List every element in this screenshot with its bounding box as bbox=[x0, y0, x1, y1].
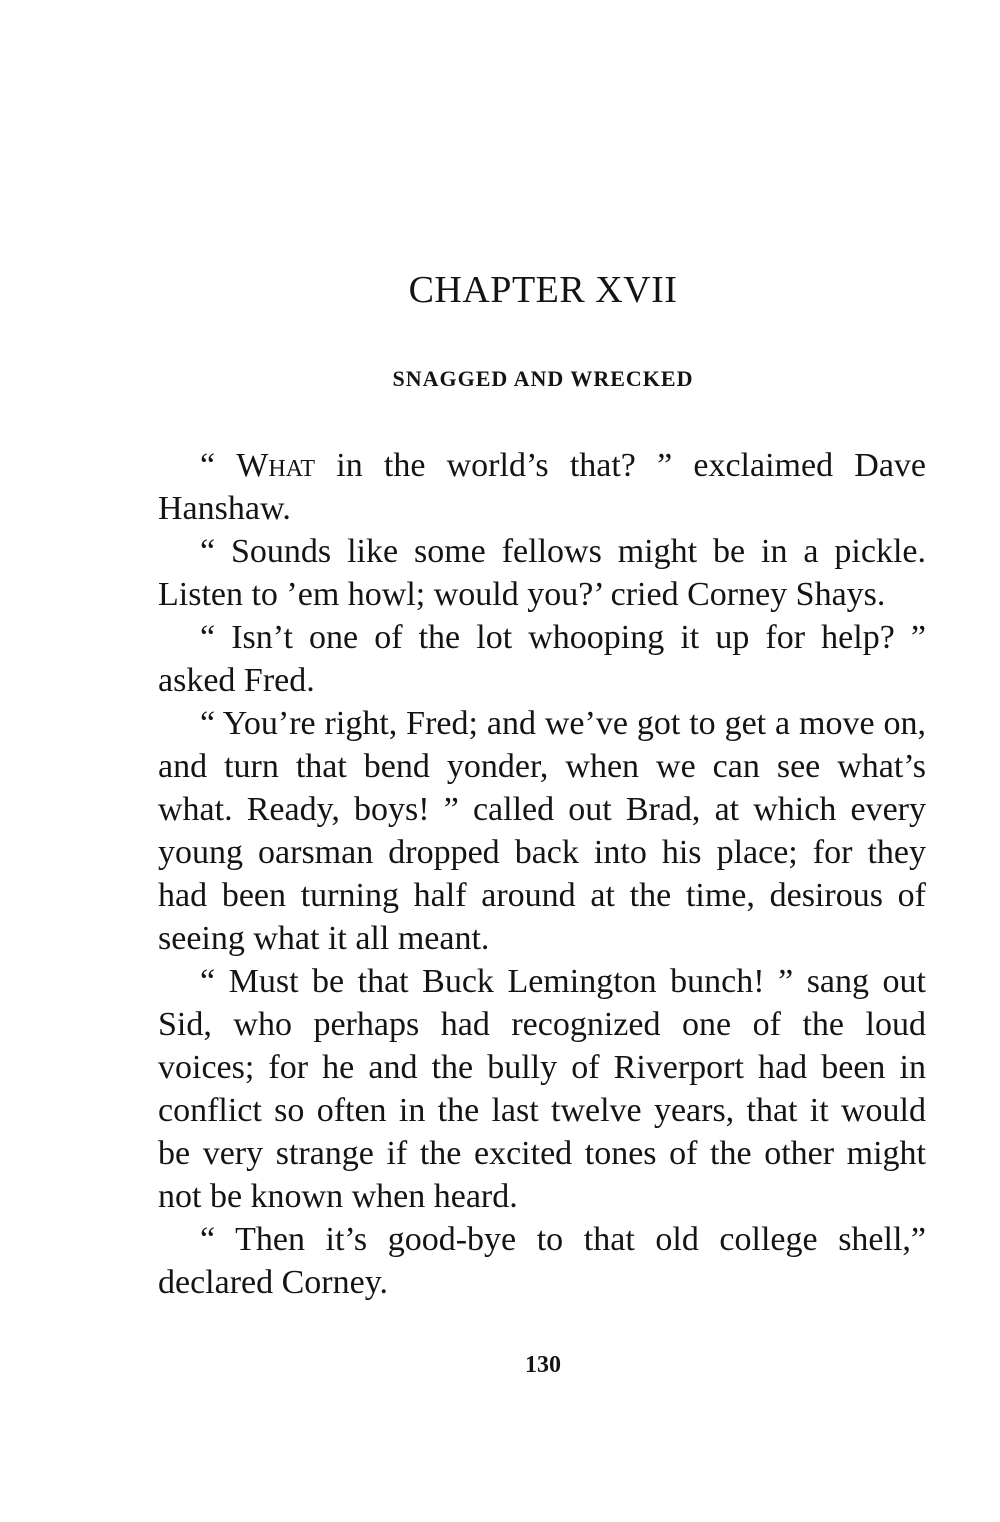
paragraph-1 bbox=[158, 444, 926, 530]
paragraph-1-text: in the world’s that? ” exclaimed Dave Hanshaw. bbox=[158, 447, 927, 527]
paragraph-5: “ Must be that Buck Lemington bunch! ” sang out Sid, who perhaps had recognized one of the loud voices; for he and the bully of Riverport had been in conflict so often in the last twelve years, that it would be very strange if the excited tones of the other might not be known when heard. bbox=[158, 963, 926, 1215]
paragraph-2: “ Sounds like some fellows might be in a pickle. Listen to ’em howl; would you?’ cried Corney Shays. bbox=[158, 533, 926, 613]
chapter-subtitle: SNAGGED AND WRECKED bbox=[392, 366, 694, 391]
paragraph-1-smallcaps: What bbox=[236, 447, 316, 484]
page-number: 130 bbox=[525, 1352, 561, 1378]
paragraph-3: “ Isn’t one of the lot whooping it up for help? ” asked Fred. bbox=[158, 619, 926, 699]
paragraph-1-lead: “ bbox=[200, 447, 237, 484]
chapter-title: CHAPTER XVII bbox=[408, 269, 678, 311]
paragraph-4: “ You’re right, Fred; and we’ve got to get a move on, and turn that bend yonder, when we can see what’s what. Ready, boys! ” called out Brad, at which every young oarsman dropped back into his place; for they had been turning half around at the time, desirous of seeing what it all meant. bbox=[158, 705, 926, 957]
paragraph-6: “ Then it’s good-bye to that old college shell,” declared Corney. bbox=[158, 1221, 926, 1301]
chapter-body bbox=[158, 444, 926, 1304]
